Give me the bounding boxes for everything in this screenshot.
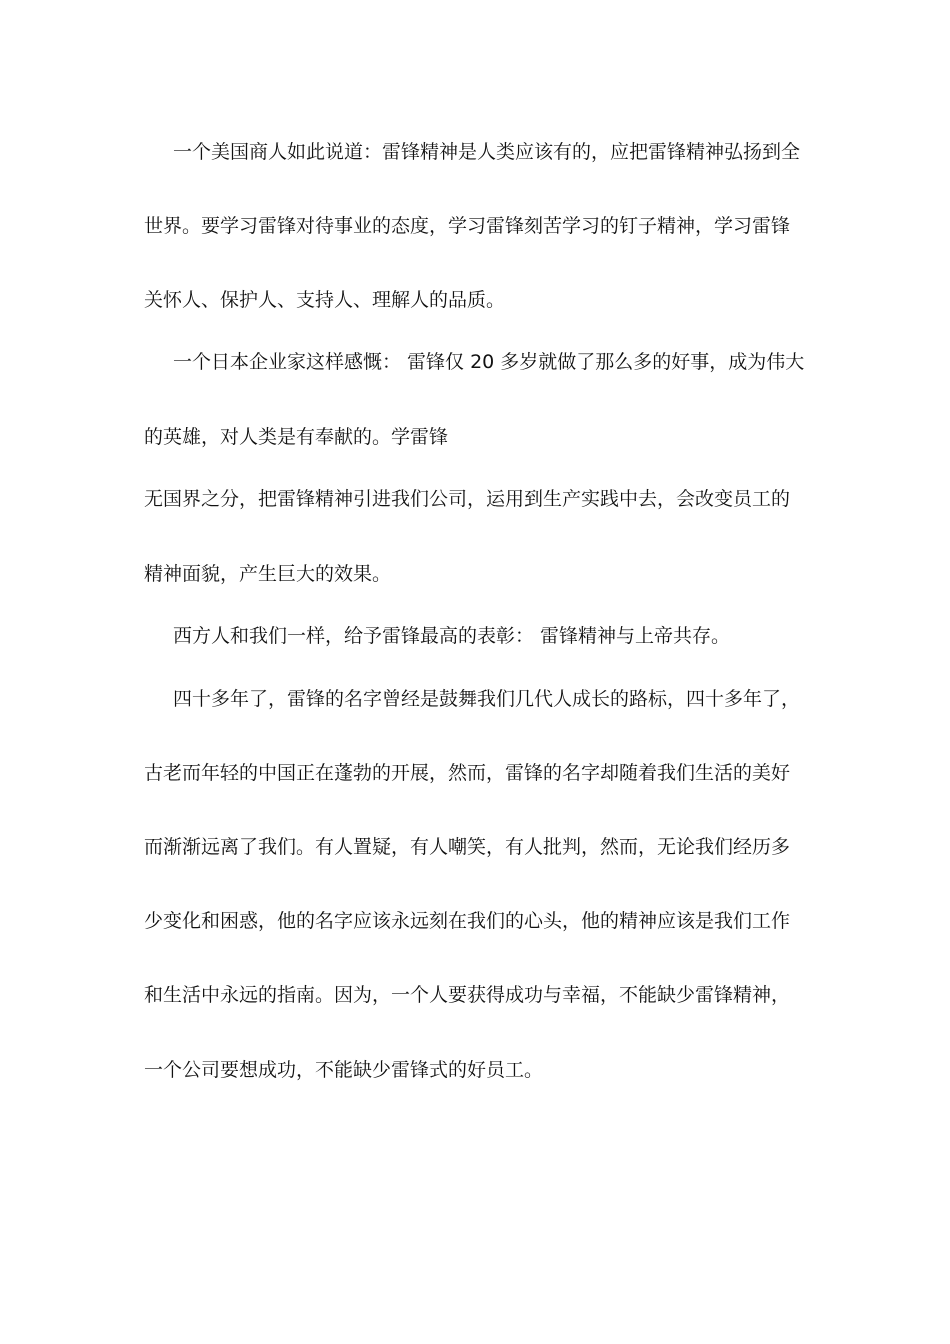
text-line: 四十多年了，雷锋的名字曾经是鼓舞我们几代人成长的路标，四十多年了， (173, 688, 801, 710)
text-line: 一个美国商人如此说道：雷锋精神是人类应该有的，应把雷锋精神弘扬到全 (173, 141, 801, 163)
text-line: 而渐渐远离了我们。有人置疑，有人嘲笑，有人批判，然而，无论我们经历多 (144, 836, 791, 858)
text-line: 西方人和我们一样，给予雷锋最高的表彰： 雷锋精神与上帝共存。 (173, 625, 731, 647)
text-line: 一个公司要想成功，不能缺少雷锋式的好员工。 (144, 1059, 544, 1081)
text-line: 的英雄，对人类是有奉献的。学雷锋 (144, 426, 449, 448)
text-line: 无国界之分，把雷锋精神引进我们公司，运用到生产实践中去，会改变员工的 (144, 488, 791, 510)
text-line: 世界。要学习雷锋对待事业的态度，学习雷锋刻苦学习的钉子精神，学习雷锋 (144, 215, 791, 237)
text-line: 精神面貌，产生巨大的效果。 (144, 563, 392, 585)
text-line: 关怀人、保护人、支持人、理解人的品质。 (144, 289, 506, 311)
text-line: 古老而年轻的中国正在蓬勃的开展，然而，雷锋的名字却随着我们生活的美好 (144, 762, 791, 784)
text-line: 和生活中永远的指南。因为，一个人要获得成功与幸福，不能缺少雷锋精神， (144, 984, 791, 1006)
text-line: 一个日本企业家这样感慨： 雷锋仅 20 多岁就做了那么多的好事，成为伟大 (173, 351, 805, 373)
text-line: 少变化和困惑，他的名字应该永远刻在我们的心头，他的精神应该是我们工作 (144, 910, 791, 932)
